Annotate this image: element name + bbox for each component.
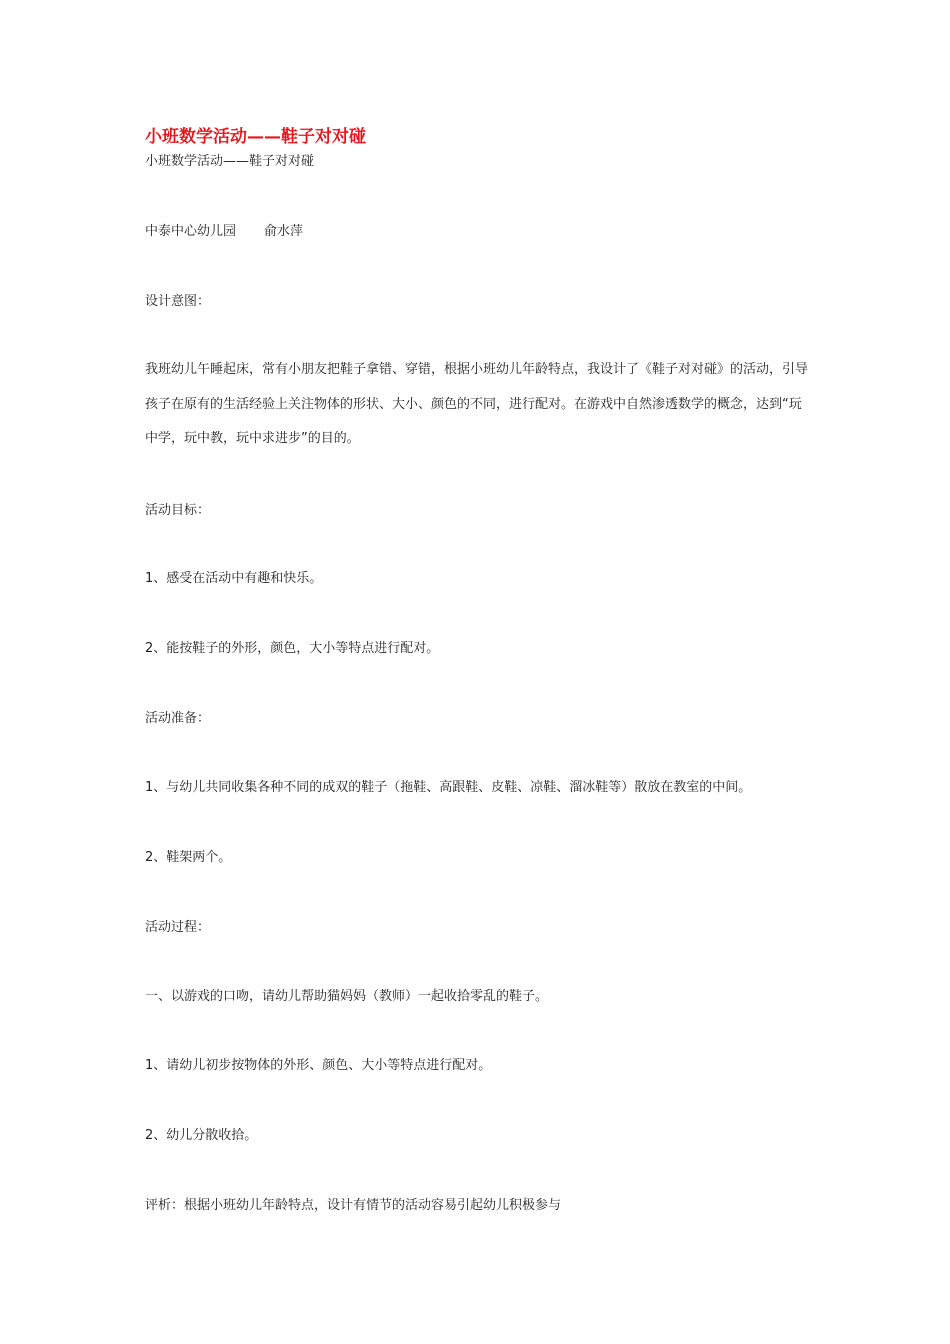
design-paragraph: 我班幼儿午睡起床，常有小朋友把鞋子拿错、穿错，根据小班幼儿年龄特点，我设计了《鞋子对对碰》的活动，引导孩子在原有的生活经验上关注物体的形状、大小、颜色的不同，进行配对。在游戏中自然渗透数学的概念，达到“玩中学，玩中教，玩中求进步”的目的。 [145,362,809,446]
process-step-one: 一、以游戏的口吻，请幼儿帮助猫妈妈（教师）一起收拾零乱的鞋子。 [145,989,549,1004]
document-title: 小班数学活动——鞋子对对碰 [145,127,366,147]
goal-item-2: 2、能按鞋子的外形，颜色，大小等特点进行配对。 [145,641,440,656]
goals-heading: 活动目标： [145,503,211,518]
author-line [145,222,303,242]
goal-item-1: 1、感受在活动中有趣和快乐。 [145,571,323,586]
design-heading: 设计意图： [145,294,211,309]
comment-text: 评析：根据小班幼儿年龄特点，设计有情节的活动容易引起幼儿积极参与 [145,1198,562,1213]
author-school: 中泰中心幼儿园 [145,224,237,239]
document-subtitle: 小班数学活动——鞋子对对碰 [145,154,315,169]
prep-heading: 活动准备： [145,711,211,726]
process-step-one-item-2: 2、幼儿分散收拾。 [145,1128,258,1143]
process-step-one-item-1: 1、请幼儿初步按物体的外形、颜色、大小等特点进行配对。 [145,1058,492,1073]
prep-item-2: 2、鞋架两个。 [145,850,232,865]
author-name: 俞水萍 [264,224,304,239]
prep-item-1: 1、与幼儿共同收集各种不同的成双的鞋子（拖鞋、高跟鞋、皮鞋、凉鞋、溜冰鞋等）散放在教室的中间。 [145,780,752,795]
process-heading: 活动过程： [145,920,211,935]
